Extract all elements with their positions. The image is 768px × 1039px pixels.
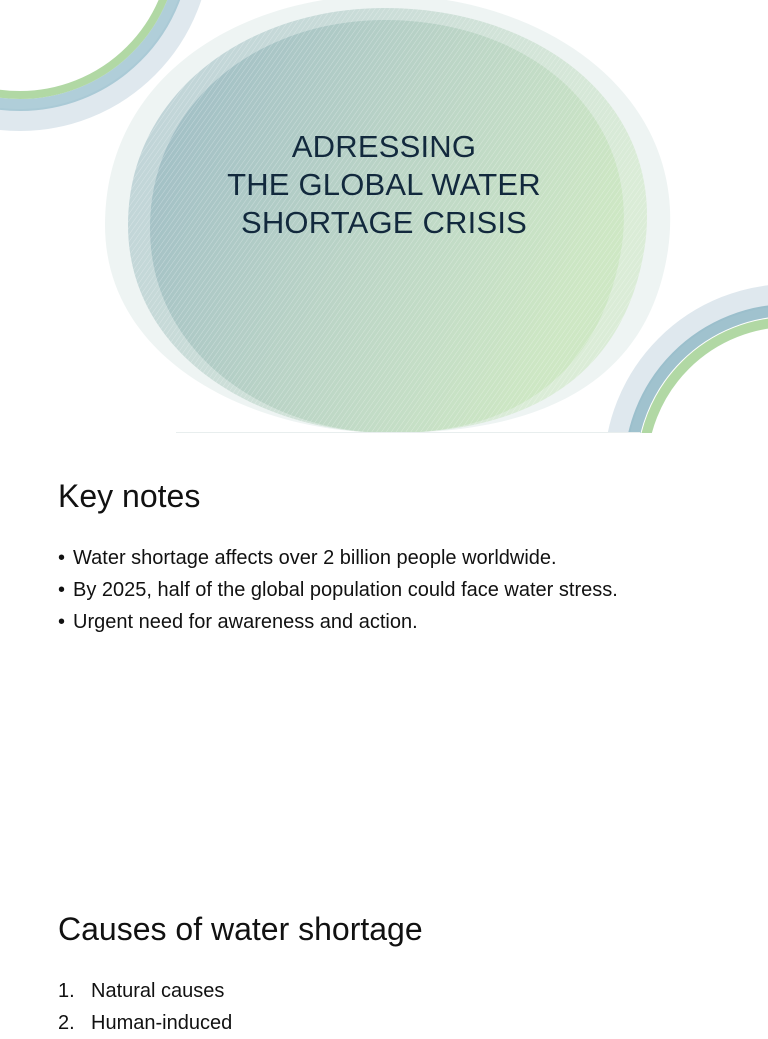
key-notes-list [58,542,738,638]
title-line-1: ADRESSING [291,129,477,164]
slide-title [0,128,768,242]
list-number: 1. [58,980,75,1002]
list-text: Human-induced [91,1012,233,1034]
list-item: • By 2025, half of the global population could face water stress. [58,574,738,606]
title-line-2: THE GLOBAL WATER [227,167,541,202]
list-item: • Urgent need for awareness and action. [58,606,738,638]
causes-list [58,975,738,1039]
title-slide [0,0,768,433]
list-item [58,975,738,1007]
key-notes-heading: Key notes [58,478,201,514]
list-item [58,1007,738,1039]
causes-heading: Causes of water shortage [58,911,423,947]
list-number: 2. [58,1012,75,1034]
key-notes-section [58,476,738,638]
list-text: Natural causes [91,980,225,1002]
causes-section [58,909,738,1039]
list-item: • Water shortage affects over 2 billion people worldwide. [58,542,738,574]
title-line-3: SHORTAGE CRISIS [240,205,528,240]
